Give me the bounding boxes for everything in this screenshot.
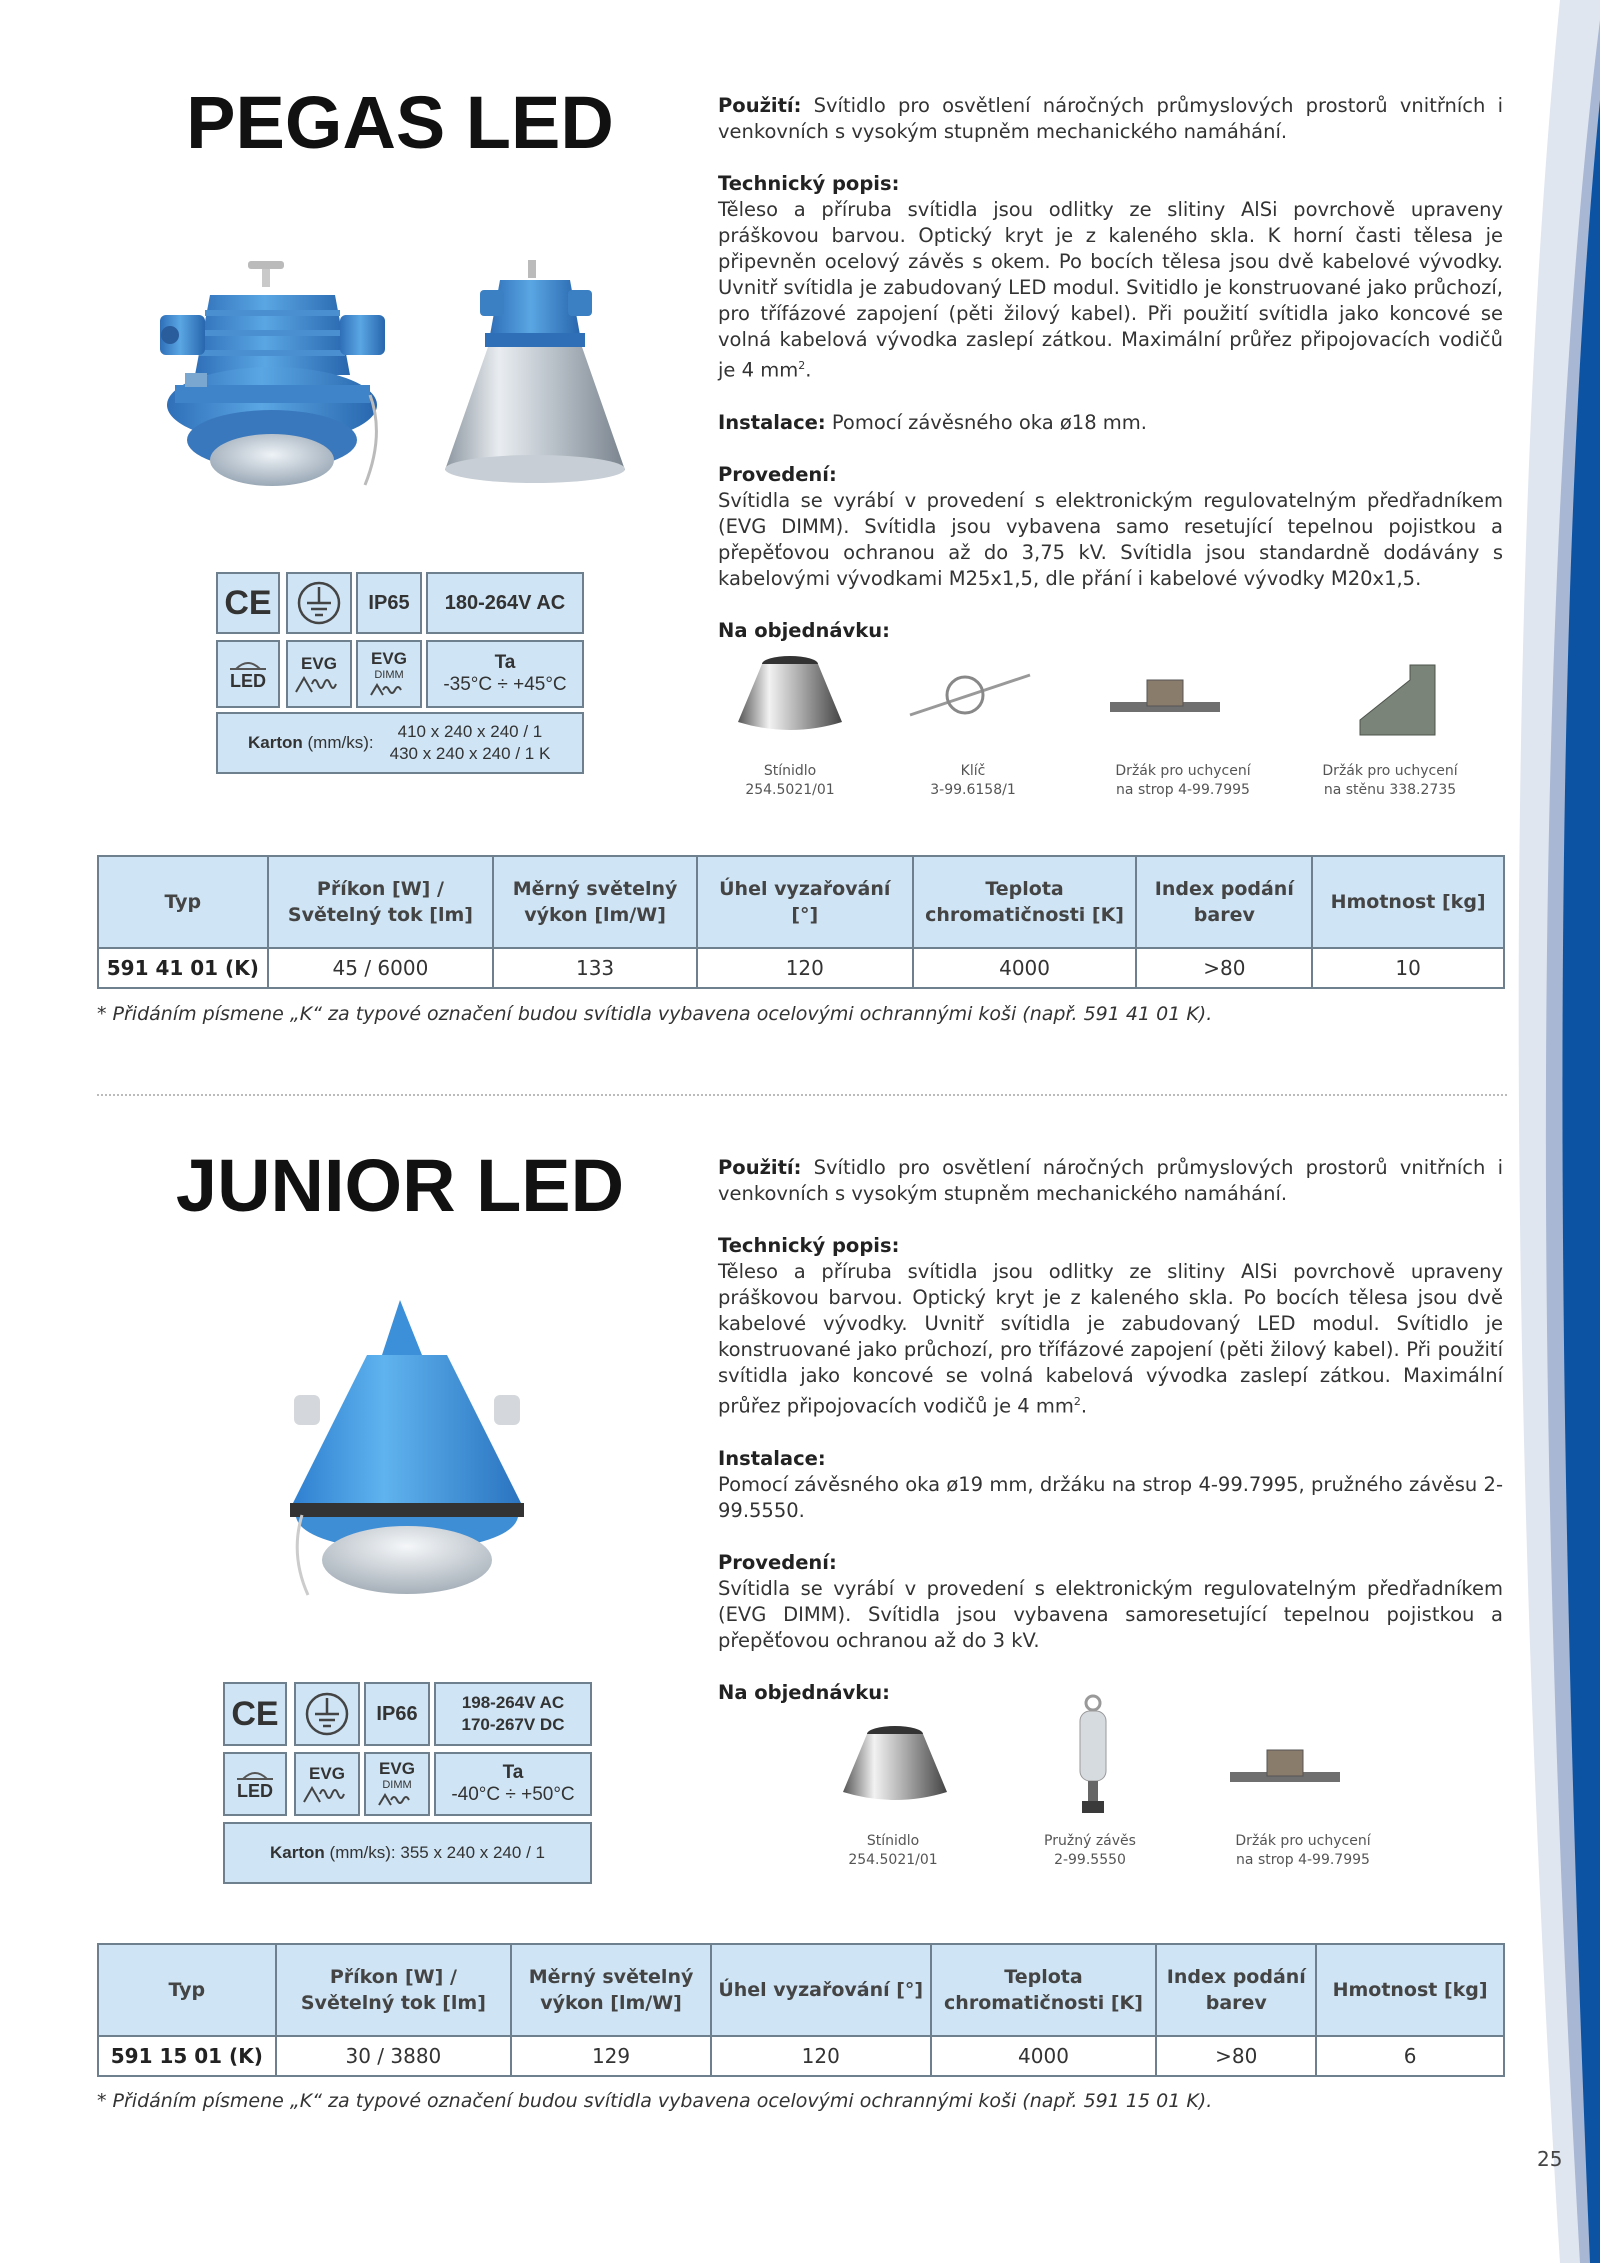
ce-mark: CE: [223, 1682, 287, 1746]
karton-value-1: 410 x 240 x 240 / 1: [397, 722, 543, 741]
pegas-footnote: * Přidáním písmene „K“ za typové označení budou svítidla vybavena ocelovými ochrannými koši (např. 591 41 01 K).: [97, 1003, 1213, 1025]
design-label: Provedení:: [718, 1550, 837, 1574]
ta-range: -40°C ÷ +50°C: [451, 1784, 575, 1805]
tech-sup: 2: [1073, 1395, 1081, 1408]
table-cell: >80: [1136, 948, 1312, 988]
table-header: Příkon [W] / Světelný tok [lm]: [268, 856, 494, 948]
evg-dimm-label: EVG: [371, 649, 407, 668]
table-cell: 30 / 3880: [276, 2036, 512, 2076]
spring-suspension-image: [1058, 1693, 1128, 1818]
design-text: Svítidla se vyrábí v provedení s elektronickým regulovatelným předřadníkem (EVG DIMM). Svítidla jsou vybavena samoresetující tepelnou pojistkou a přepěťovou ochranou až do 3 kV.: [718, 1576, 1503, 1652]
evg-label: EVG: [301, 654, 337, 673]
table-header: Příkon [W] / Světelný tok [lm]: [276, 1944, 512, 2036]
use-text: Svítidlo pro osvětlení náročných průmyslových prostorů vnitřních i venkovních s vysokým stupněm mechanického namáhání.: [718, 1156, 1504, 1205]
table-header: Hmotnost [kg]: [1316, 1944, 1504, 2036]
wall-bracket-image: [1355, 660, 1440, 740]
table-cell: 6: [1316, 2036, 1504, 2076]
pegas-description: [718, 93, 1503, 670]
ta-label: Ta: [502, 1762, 524, 1783]
shade-accessory-image: [730, 650, 850, 735]
table-cell: 133: [493, 948, 697, 988]
karton-label: Karton: [248, 733, 303, 752]
ip-rating: IP65: [356, 572, 422, 634]
evg-dimm-badge: [356, 640, 422, 708]
ceiling-bracket-image: [1105, 670, 1225, 730]
table-cell: 129: [511, 2036, 711, 2076]
karton-badge: [216, 712, 584, 774]
ballast-icon: [294, 674, 344, 694]
table-header: Typ: [98, 856, 268, 948]
table-header: Hmotnost [kg]: [1312, 856, 1504, 948]
karton-value-2: 430 x 240 x 240 / 1 K: [389, 744, 551, 763]
karton-unit: (mm/ks):: [329, 1843, 396, 1862]
section-divider: [97, 1094, 1507, 1096]
table-header: Měrný světelný výkon [lm/W]: [493, 856, 697, 948]
table-header: Index podání barev: [1156, 1944, 1316, 2036]
table-header: Úhel vyzařování [°]: [697, 856, 913, 948]
voltage-ac: 198-264V AC: [461, 1693, 565, 1712]
evg-badge: [294, 1752, 360, 1816]
table-header: Úhel vyzařování [°]: [711, 1944, 931, 2036]
dimm-ballast-icon: [377, 1793, 417, 1807]
table-cell: >80: [1156, 2036, 1316, 2076]
table-header: Index podání barev: [1136, 856, 1312, 948]
table-header: Typ: [98, 1944, 276, 2036]
table-cell: 4000: [931, 2036, 1157, 2076]
table-row: [98, 2036, 1504, 2076]
page-number: 25: [1537, 2147, 1563, 2171]
dimm-label: DIMM: [374, 669, 404, 681]
ta-range: -35°C ÷ +45°C: [443, 674, 567, 695]
tech-sup: 2: [798, 359, 806, 372]
product-title-pegas: PEGAS LED: [186, 81, 614, 164]
table-header: Měrný světelný výkon [lm/W]: [511, 1944, 711, 2036]
evg-badge: [286, 640, 352, 708]
order-label: Na objednávku:: [718, 618, 890, 642]
ambient-temp-badge: [434, 1752, 592, 1816]
tech-text: Těleso a příruba svítidla jsou odlitky ze slitiny AlSi povrchově upraveny práškovou barvou. Optický kryt je z kaleného skla. Po bocích tělesa jsou dvě kabelové vývodky. Uvnitř svítidla je zabudovaný LED modul. Svítidlo je konstruované jako průchozí, pro třífázové zapojení (pěti žilový kabel). Při použití svítidla jako koncové se volná kabelová vývodka zaslepí zátkou. Maximální průřez připojovacích vodičů je 4 mm: [718, 1260, 1503, 1418]
led-badge: [223, 1752, 287, 1816]
ceiling-bracket-image: [1225, 1740, 1345, 1800]
use-text: Svítidlo pro osvětlení náročných průmyslových prostorů vnitřních i venkovních s vysokým stupněm mechanického namáhání.: [718, 94, 1504, 143]
table-cell: 120: [711, 2036, 931, 2076]
decorative-swoosh: [1500, 0, 1600, 2263]
voltage-rating: 180-264V AC: [426, 572, 584, 634]
accessory-label: Pružný závěs 2-99.5550: [1044, 1833, 1136, 1868]
ground-icon: [294, 1682, 360, 1746]
led-label: LED: [237, 1780, 273, 1801]
pegas-spec-table: [97, 855, 1505, 989]
led-badge: [216, 640, 280, 708]
junior-footnote: * Přidáním písmene „K“ za typové označení budou svítidla vybavena ocelovými ochrannými koši (např. 591 15 01 K).: [97, 2090, 1213, 2112]
tech-end: .: [1080, 1394, 1088, 1418]
karton-unit: (mm/ks):: [307, 733, 374, 752]
evg-dimm-badge: [364, 1752, 430, 1816]
table-header: Teplota chromatičnosti [K]: [913, 856, 1137, 948]
ballast-icon: [302, 1784, 352, 1804]
tech-label: Technický popis:: [718, 1234, 900, 1257]
install-label: Instalace:: [718, 410, 826, 434]
karton-label: Karton: [270, 1843, 325, 1862]
use-label: Použití:: [718, 1156, 802, 1179]
junior-lamp-image: [272, 1295, 542, 1605]
use-label: Použití:: [718, 94, 802, 117]
accessory-label: Držák pro uchycení na strop 4-99.7995: [1115, 763, 1251, 798]
install-label: Instalace:: [718, 1446, 826, 1470]
table-row: [98, 948, 1504, 988]
accessory-label: Stínidlo 254.5021/01: [745, 763, 835, 798]
design-label: Provedení:: [718, 462, 837, 486]
pegas-lamp-image: [150, 255, 395, 505]
tech-end: .: [805, 358, 812, 382]
tech-label: Technický popis:: [718, 172, 900, 195]
tech-text: Těleso a příruba svítidla jsou odlitky ze slitiny AlSi povrchově upraveny práškovou barvou. Optický kryt je z kaleného skla. K horní časti tělesa je připevněn ocelový závěs s okem. Po bocích tělesa jsou dvě kabelové vývodky. Uvnitř svítidla je zabudovaný LED modul. Svitidlo je konstruované jako průchozí, pro třífázové zapojení (pěti žilový kabel). Při použití svítidla jako koncové se volná kabelová vývodka zaslepí zátkou. Maximální průřez připojovacích vodičů je 4 mm: [718, 198, 1503, 382]
pegas-reflector-image: [440, 255, 630, 495]
accessory-label: Klíč 3-99.6158/1: [930, 763, 1016, 798]
shade-accessory-image: [835, 1720, 955, 1805]
junior-description: [718, 1155, 1503, 1732]
order-label: Na objednávku:: [718, 1680, 890, 1704]
ip-rating: IP66: [364, 1682, 430, 1746]
led-icon: [228, 657, 268, 671]
karton-badge: [223, 1822, 592, 1884]
table-header: Teplota chromatičnosti [K]: [931, 1944, 1157, 2036]
table-cell: 120: [697, 948, 913, 988]
table-cell: 4000: [913, 948, 1137, 988]
accessory-label: Držák pro uchycení na strop 4-99.7995: [1235, 1833, 1371, 1868]
ce-mark: CE: [216, 572, 280, 634]
dimm-ballast-icon: [369, 683, 409, 697]
ta-label: Ta: [494, 652, 516, 673]
evg-dimm-label: EVG: [379, 1759, 415, 1778]
evg-label: EVG: [309, 1764, 345, 1783]
install-text: Pomocí závěsného oka ø18 mm.: [831, 410, 1148, 434]
dimm-label: DIMM: [382, 1779, 412, 1791]
led-label: LED: [230, 670, 266, 691]
design-text: Svítidla se vyrábí v provedení s elektronickým regulovatelným předřadníkem (EVG DIMM). Svítidla jsou vybavena samo resetující tepelnou pojistkou a přepěťovou ochranou až do 3,75 kV. Svítidla jsou standardně dodávány s kabelovými vývodkami M25x1,5, dle přání i kabelové vývodky M20x1,5.: [718, 488, 1503, 590]
table-cell: 45 / 6000: [268, 948, 494, 988]
ground-icon: [286, 572, 352, 634]
accessory-label: Držák pro uchycení na stěnu 338.2735: [1322, 763, 1458, 798]
table-cell: 10: [1312, 948, 1504, 988]
table-header-row: [98, 856, 1504, 948]
install-text: Pomocí závěsného oka ø19 mm, držáku na strop 4-99.7995, pružného závěsu 2-99.5550.: [718, 1472, 1503, 1522]
karton-value: 355 x 240 x 240 / 1: [400, 1843, 545, 1862]
product-title-junior: JUNIOR LED: [175, 1144, 625, 1227]
table-cell: 591 15 01 (K): [98, 2036, 276, 2076]
table-cell: 591 41 01 (K): [98, 948, 268, 988]
table-header-row: [98, 1944, 1504, 2036]
led-icon: [235, 1767, 275, 1781]
voltage-dc: 170-267V DC: [461, 1715, 565, 1734]
voltage-rating: [434, 1682, 592, 1746]
accessory-label: Stínidlo 254.5021/01: [848, 1833, 938, 1868]
key-accessory-image: [905, 665, 1035, 725]
junior-spec-table: [97, 1943, 1505, 2077]
ambient-temp-badge: [426, 640, 584, 708]
